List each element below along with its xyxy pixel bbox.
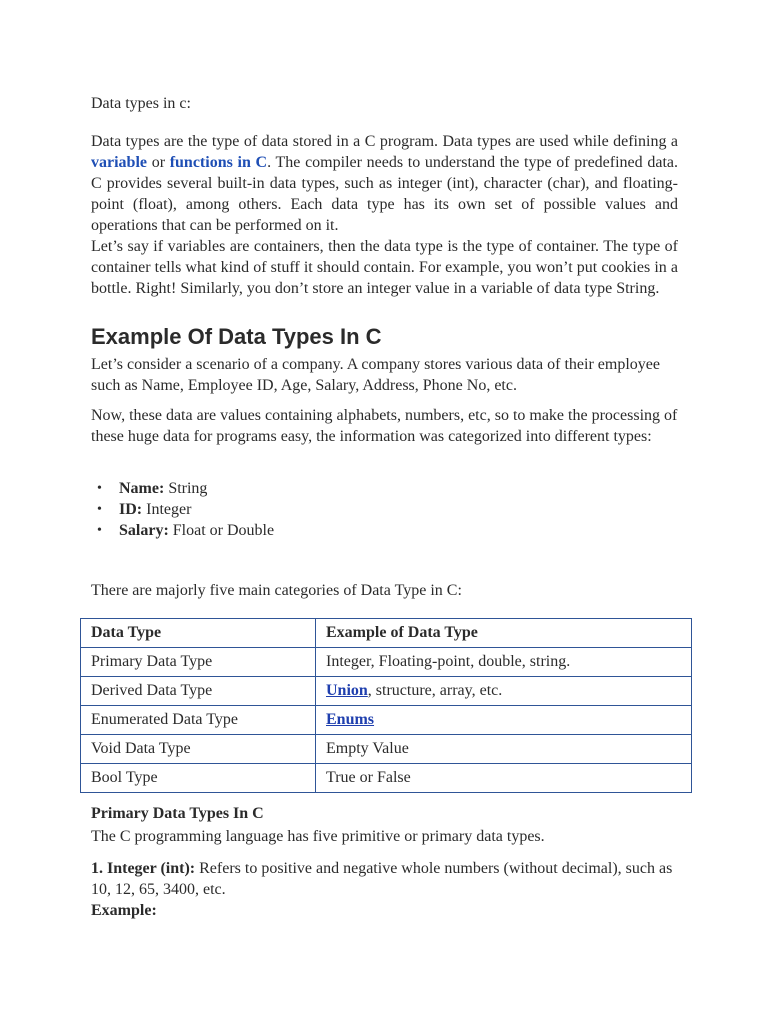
- list-item: [91, 499, 274, 520]
- data-type-bullet-list: [91, 478, 274, 541]
- primary-data-types-heading: Primary Data Types In C: [91, 805, 264, 822]
- union-link[interactable]: Union: [326, 682, 368, 699]
- data-type-table: [80, 618, 692, 793]
- integer-label: 1. Integer (int):: [91, 860, 196, 877]
- cell-type: Void Data Type: [81, 735, 316, 764]
- intro-text-start: Data types are the type of data stored in a C program. Data types are used while defining a: [91, 133, 678, 150]
- table-row: [81, 735, 692, 764]
- integer-text: Refers to positive and negative whole numbers (without decimal), such as 10, 12, 65, 3400, etc.: [91, 860, 673, 898]
- table-row: [81, 677, 692, 706]
- example-heading: Example Of Data Types In C: [91, 324, 382, 349]
- functions-in-c-link[interactable]: functions in C: [169, 154, 268, 171]
- list-item: [91, 478, 274, 499]
- cell-type: Bool Type: [81, 764, 316, 793]
- table-row: [81, 706, 692, 735]
- bullet-label: ID:: [119, 501, 143, 518]
- cell-type: Derived Data Type: [81, 677, 316, 706]
- intro-paragraph: [91, 131, 678, 236]
- bullet-label: Name:: [119, 480, 165, 497]
- cell-example: True or False: [316, 764, 692, 793]
- scenario-paragraph: Let’s consider a scenario of a company. A company stores various data of their employee such as Name, Employee ID, Age, Salary, Address, Phone No, etc.: [91, 356, 660, 394]
- bullet-label: Salary:: [119, 522, 169, 539]
- cell-example: [316, 677, 692, 706]
- bullet-value: Float or Double: [168, 522, 275, 539]
- example-label: Example:: [91, 902, 157, 919]
- table-row: [81, 648, 692, 677]
- primary-intro: The C programming language has five primitive or primary data types.: [91, 828, 545, 845]
- cell-example: Empty Value: [316, 735, 692, 764]
- categories-intro: There are majorly five main categories of Data Type in C:: [91, 582, 462, 599]
- cell-example: [316, 706, 692, 735]
- table-row: [81, 764, 692, 793]
- bullet-value: String: [164, 480, 208, 497]
- cell-example: Integer, Floating-point, double, string.: [316, 648, 692, 677]
- categorized-paragraph: Now, these data are values containing alphabets, numbers, etc, so to make the processing of these huge data for programs easy, the information was categorized into different types:: [91, 407, 678, 445]
- header-data-type: Data Type: [81, 619, 316, 648]
- intro-text-or: or: [147, 154, 170, 171]
- cell-type: Primary Data Type: [81, 648, 316, 677]
- list-item: [91, 520, 274, 541]
- integer-paragraph: [91, 858, 691, 900]
- intro-text-end: . The compiler needs to understand the type of predefined data. C provides several built-in data types, such as integer (int), character (char), and floating-point (float), among others. Each data type has its own set of possible values and operations that can be performed on it.: [91, 154, 678, 234]
- header-example: Example of Data Type: [316, 619, 692, 648]
- bullet-value: Integer: [142, 501, 192, 518]
- enums-link[interactable]: Enums: [326, 711, 375, 728]
- variable-link[interactable]: variable: [91, 154, 147, 171]
- cell-type: Enumerated Data Type: [81, 706, 316, 735]
- table-header-row: [81, 619, 692, 648]
- container-analogy-paragraph: Let’s say if variables are containers, then the data type is the type of container. The type of container tells what kind of stuff it should contain. For example, you won’t put cookies in a bottle. Right! Similarly, you don’t store an integer value in a variable of data type String.: [91, 238, 678, 297]
- document-title: Data types in c:: [91, 95, 191, 112]
- cell-example-rest: , structure, array, etc.: [367, 682, 503, 699]
